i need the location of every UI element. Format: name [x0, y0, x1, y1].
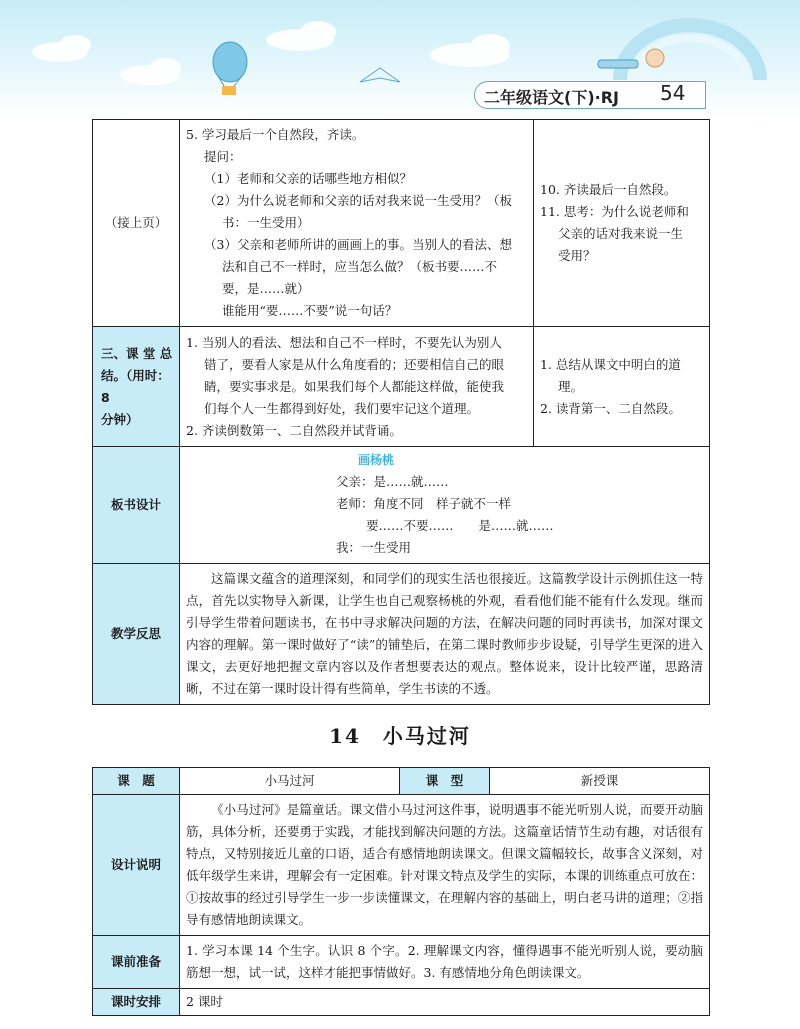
board-line: 父亲：是……就……: [336, 474, 449, 489]
reflection-cell: [180, 564, 710, 705]
activity-line: 11. 思考：为什么说老师和: [540, 204, 689, 219]
table-row: [93, 327, 710, 447]
table-row: [93, 564, 710, 705]
activity-line: 受用？: [558, 248, 596, 263]
table-row: [93, 120, 710, 327]
step-line: 谁能用“要……不要”说一句话？: [222, 303, 398, 318]
board-design-cell: [180, 447, 710, 564]
label-line: 三、课 堂 总: [101, 345, 173, 361]
step-line: （2）为什么说老师和父亲的话对我来说一生受用？（板: [204, 193, 512, 208]
cloud-icon: [32, 21, 510, 85]
summary-cell: [180, 327, 534, 447]
step-line: 5. 学习最后一个自然段，齐读。: [186, 127, 365, 142]
design-text: 《小马过河》是篇童话。课文借小马过河这件事，说明遇事不能光听别人说，而要开动脑筋，具体分析，还要勇于实践，才能找到解决问题的方法。这篇童话情节生动有趣，对话很有特点，又特别接近儿童的口语，适合有感情地朗读课文。但课文篇幅较长，故事含义深刻，对低年级学生来讲，理解会有一定困难。针对课文特点及学生的实际，本课的训练重点可放在：①按故事的经过引导学生一步一步读懂课文，在理解内容的基础上，明白老马讲的道理；②指导有感情地朗读课文。: [186, 802, 703, 927]
lesson-title: 14 小马过河: [329, 724, 471, 748]
board-line: 我：一生受用: [336, 540, 412, 555]
step-line: （3）父亲和老师所讲的画画上的事。当别人的看法、想: [204, 237, 512, 252]
type-value: 新授课: [490, 768, 710, 795]
schedule-value: 2 课时: [180, 989, 710, 1016]
topic-value: 小马过河: [180, 768, 400, 795]
board-line: 老师：角度不同 样子就不一样: [336, 496, 512, 511]
continued-label: （接上页）: [93, 120, 180, 327]
label-line: 结。（用时：8: [101, 367, 170, 405]
board-design-label: 板书设计: [93, 447, 180, 564]
board-line: 要……不要…… 是……就……: [366, 518, 554, 533]
activity-line: 理。: [558, 378, 584, 394]
board-title: 画杨桃: [357, 453, 394, 467]
activity-line: 2. 读背第一、二自然段。: [540, 400, 681, 416]
hot-air-balloon-icon: [213, 42, 247, 95]
summary-line: 1. 当别人的看法、想法和自己不一样时，不要先认为别人: [186, 334, 502, 350]
page-number: 54: [660, 81, 686, 105]
summary-line: 们每个人一生都得到好处，我们要牢记这个道理。: [204, 400, 480, 416]
lesson-plan-table: [92, 767, 710, 1016]
design-cell: [180, 795, 710, 936]
topic-label: 课 题: [93, 768, 180, 795]
steps-cell: [180, 120, 534, 327]
activity-line: 10. 齐读最后一自然段。: [540, 182, 677, 197]
step-line: 提问：: [204, 149, 242, 164]
summary-activity-cell: [534, 327, 710, 447]
schedule-label: 课时安排: [93, 989, 180, 1016]
student-activity-cell: [534, 120, 710, 327]
upper-lesson-table: [92, 119, 710, 705]
design-label: 设计说明: [93, 795, 180, 936]
step-line: 法和自己不一样时，应当怎么做？（板书要……不: [222, 259, 498, 274]
book-title: 二年级语文(下)·RJ: [484, 88, 619, 107]
reflection-label: 教学反思: [93, 564, 180, 705]
prep-label: 课前准备: [93, 936, 180, 989]
step-line: 书：一生受用）: [222, 215, 310, 230]
table-row: [93, 795, 710, 936]
kite-bird-icon: [360, 68, 400, 82]
step-line: （1）老师和父亲的话哪些地方相似？: [204, 171, 412, 186]
activity-line: 父亲的话对我来说一生: [558, 226, 684, 241]
rainbow-icon: [620, 25, 760, 80]
prep-cell: [180, 936, 710, 989]
table-row: [93, 989, 710, 1016]
type-label: 课 型: [400, 768, 490, 795]
reflection-text: 这篇课文蕴含的道理深刻，和同学们的现实生活也很接近。这篇教学设计示例抓住这一特点，首先以实物导入新课，让学生也自己观察杨桃的外观，看看他们能不能有什么发现。继而引导学生带着问题读书，在书中寻求解决问题的方法，在解决问题的同时再读书，加深对课文内容的理解。第一课时做好了“读”的铺垫后，在第二课时教师步步设疑，引导学生更深的进入课文，去更好地把握文章内容以及作者想要表达的观点。整体说来，设计比较严谨，思路清晰，不过在第一课时设计得有些简单，学生书读的不透。: [186, 571, 703, 696]
prep-text: 1. 学习本课 14 个生字。认识 8 个字。2. 理解课文内容，懂得遇事不能光听别人说，要动脑筋想一想，试一试，这样才能把事情做好。3. 有感情地分角色朗读课文。: [186, 943, 703, 980]
table-row: [93, 768, 710, 795]
step-line: 要，是……就）: [222, 281, 310, 296]
summary-line: 2. 齐读倒数第一、二自然段并试背诵。: [186, 422, 402, 438]
label-line: 分钟）: [101, 411, 139, 427]
table-row: [93, 447, 710, 564]
summary-line: 睛，要实事求是。如果我们每个人都能这样做，能使我: [204, 378, 505, 394]
table-row: [93, 936, 710, 989]
activity-line: 1. 总结从课文中明白的道: [540, 356, 681, 372]
summary-line: 错了，要看人家是从什么角度看的；还要相信自己的眼: [204, 356, 505, 372]
summary-label: [93, 327, 180, 447]
